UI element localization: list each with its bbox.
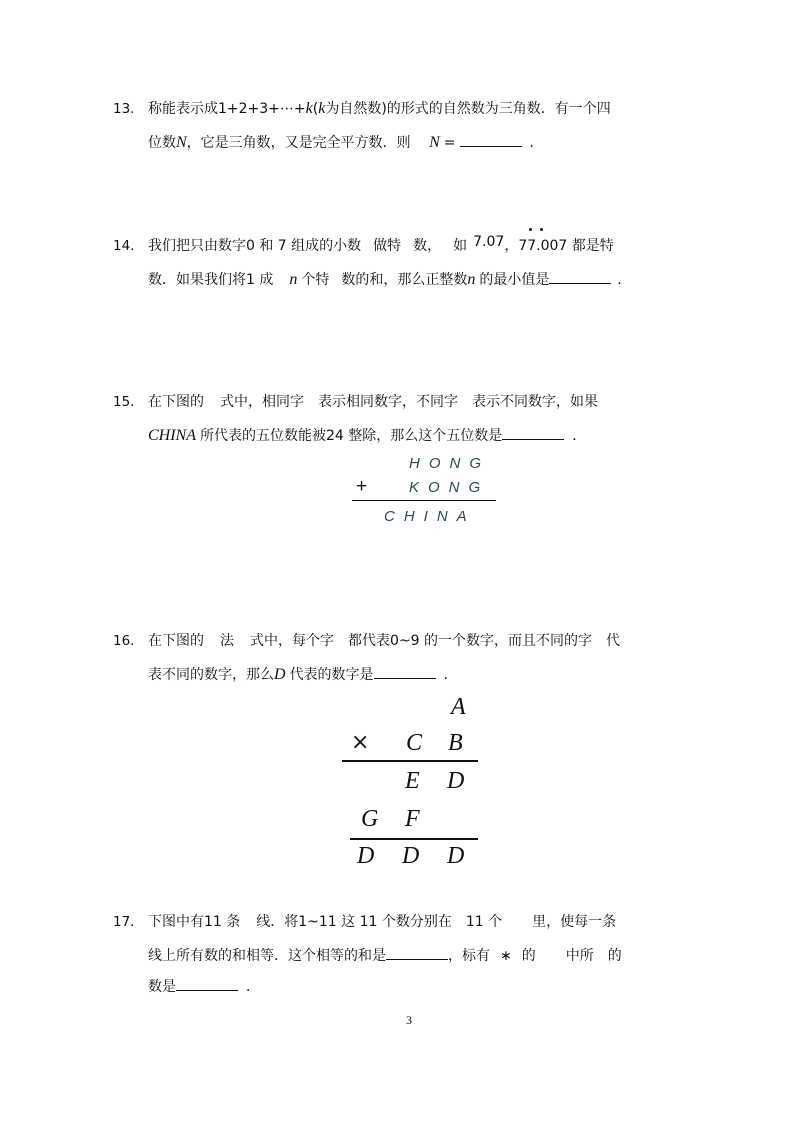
q17-text-j: 数是 [148,979,176,995]
q13-line-2 [148,132,544,152]
q13-answer-blank[interactable] [460,132,522,147]
repeating-dot-icon [540,228,543,231]
q13-text: 称能表示成 [148,101,218,117]
q14-decimal: 7.07 [473,234,505,250]
question-number-14: 14. [113,238,135,254]
q13-var-k2: k [318,100,326,117]
q13-text-b: 为自然数)的形式的自然数为三角数．有一个四 [325,101,611,117]
page-number: 3 [406,1013,412,1027]
q14-text-c: 数， [413,238,442,254]
q17-text-a: 下图中有11 条 [148,914,241,930]
q17-text-i: 的 [607,948,622,964]
q14-line-2 [148,269,631,289]
q17-sum-blank[interactable] [386,945,448,960]
question-number-13: 13. [113,101,135,117]
q17-text-h: 中所 [565,948,594,964]
letter-f: F [405,806,420,832]
q15-text-d: 表示不同数字，如果 [472,394,598,410]
q17-line-3 [148,976,260,996]
q13-line-1 [148,100,611,118]
q15-var-china: CHINA [148,427,196,444]
q16-line-2 [148,664,458,684]
letter-g: G [361,806,379,832]
result-letter-d2: D [402,843,420,869]
q15-text-c: 表示相同数字，不同字 [318,394,458,410]
sum-line [350,838,478,840]
q14-text-g: 个特 [301,272,330,288]
star-icon: ∗ [500,948,512,964]
q14-text-a: 我们把只由数字0 和 7 组成的小数 [148,238,362,254]
times-sign: × [351,730,370,755]
sum-line [352,500,496,501]
q15-text-a: 在下图的 [148,394,204,410]
q16-var-D: D [274,666,286,683]
plus-sign: + [356,476,368,497]
q15-end: ． [572,428,587,444]
q16-text-f: 表不同的数字，那么 [148,667,274,683]
q17-number-blank[interactable] [176,976,238,991]
q13-var-N2: N [429,134,440,151]
result-letter-d1: D [357,843,375,869]
repeating-dot-icon [529,228,532,231]
q16-line-1 [148,632,620,650]
q15-line-1 [148,393,598,411]
q16-text-a: 在下图的 [148,633,204,649]
q16-text-e: 代 [606,633,620,649]
q13-formula: 1+2+3+⋯+ [218,101,306,117]
letter-c: C [406,730,423,756]
result-letter-d3: D [447,843,465,869]
q14-answer-blank[interactable] [549,269,611,284]
multiply-line [342,760,478,762]
q15-line-2 [148,425,586,445]
q13-text-c: 位数 [148,135,176,151]
question-number-15: 15. [113,394,135,410]
q16-text-g: 代表的数字是 [289,667,374,683]
q15-answer-blank[interactable] [502,425,564,440]
q17-text-f: ，标有 [448,948,490,964]
q16-text-b: 法 [220,633,234,649]
q14-text-f: 数．如果我们将1 成 [148,272,274,288]
q14-line-1 [148,234,614,255]
q14-text-b: 做特 [373,238,402,254]
q16-end: ． [443,667,458,683]
q13-var-k: k [305,100,313,117]
q14-end: ． [617,272,632,288]
q16-answer-blank[interactable] [374,664,436,679]
q17-line-1 [148,913,616,931]
q14-text-d: 如 [453,238,468,254]
letter-a: A [451,694,466,720]
q15-text-e: 所代表的五位数能被24 整除，那么这个五位数是 [200,428,503,444]
q13-var-N: N [176,134,187,151]
q14-text-i: 的最小值是 [479,272,550,288]
q17-text-b: 线．将1~11 这 11 个数分别在 [256,914,452,930]
letter-e: E [405,768,420,794]
q14-text-h: 数的和，那么正整数 [341,272,468,288]
letter-d: D [447,768,465,794]
q17-end: ． [246,979,260,995]
puzzle-row-hong: HONG [409,455,490,472]
question-number-17: 17. [113,914,135,930]
q14-var-n: n [289,271,298,288]
question-number-16: 16. [113,633,135,649]
q14-var-n2: n [467,271,476,288]
q13-text-d: ，它是三角数，又是完全平方数．则 [186,135,411,151]
letter-b: B [448,730,463,756]
q17-text-c: 11 个 [465,914,503,930]
q14-text-e: ，77.007 都是特 [504,238,614,254]
q17-text-e: 线上所有数的和相等．这个相等的和是 [148,948,386,964]
puzzle-row-china: CHINA [384,508,476,525]
q17-line-2 [148,945,622,965]
q15-text-b: 式中，相同字 [220,394,304,410]
q13-eq: = [443,135,456,151]
q17-text-g: 的 [521,948,536,964]
q16-text-c: 式中，每个字 [250,633,334,649]
puzzle-row-kong: KONG [409,479,490,496]
q13-end: ． [529,135,544,151]
q17-text-d: 里，使每一条 [532,914,617,930]
q16-text-d: 都代表0~9 的一个数字，而且不同的字 [348,633,592,649]
q13-paren: ( [312,101,319,117]
